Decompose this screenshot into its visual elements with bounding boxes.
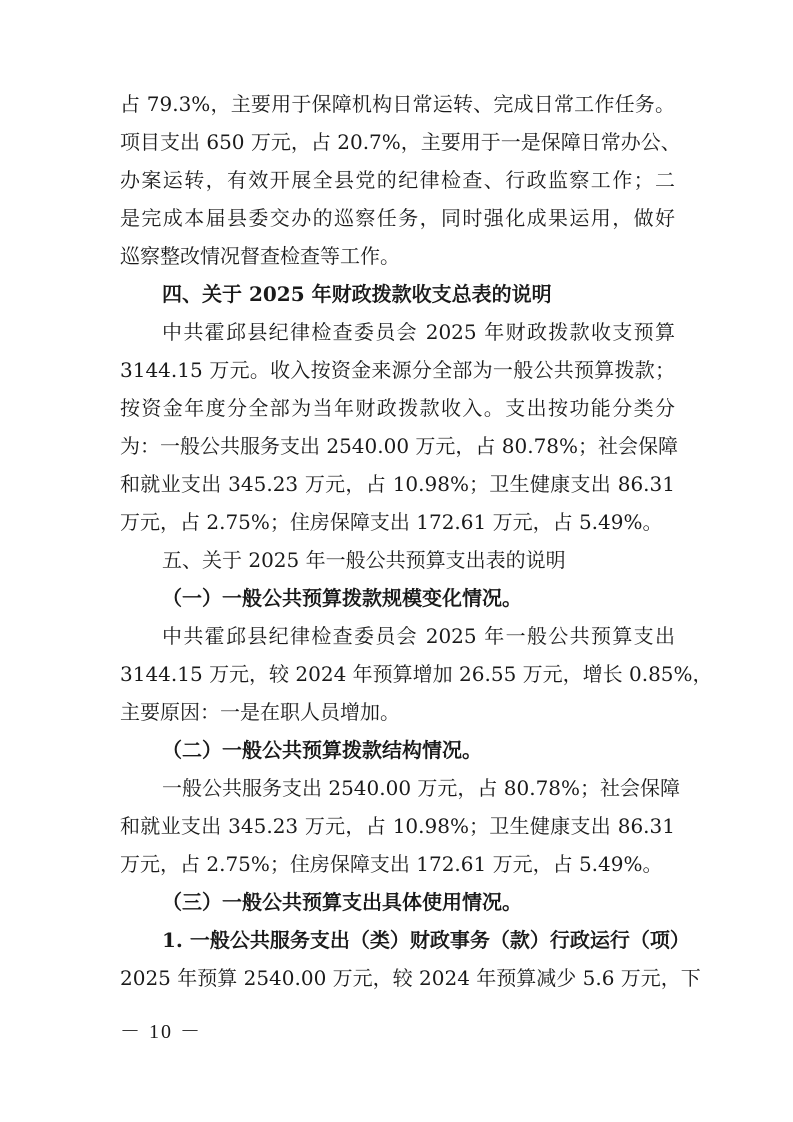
body-line: 中共霍邱县纪律检查委员会 2025 年一般公共预算支出	[162, 624, 675, 648]
page-number: － 10 －	[120, 1021, 202, 1043]
body-line: 项目支出 650 万元，占 20.7%，主要用于一是保障日常办公、	[120, 130, 681, 154]
body-line: 3144.15 万元。收入按资金来源分全部为一般公共预算拨款；	[120, 358, 675, 382]
body-line: 主要原因：一是在职人员增加。	[120, 700, 400, 724]
body-line: 一般公共服务支出 2540.00 万元，占 80.78%；社会保障	[162, 776, 681, 800]
body-line: 万元，占 2.75%；住房保障支出 172.61 万元，占 5.49%。	[120, 852, 663, 876]
body-line: 和就业支出 345.23 万元，占 10.98%；卫生健康支出 86.31	[120, 814, 675, 838]
body-line: 占 79.3%，主要用于保障机构日常运转、完成日常工作任务。	[120, 92, 675, 116]
body-line: 办案运转，有效开展全县党的纪律检查、行政监察工作；二	[120, 168, 675, 192]
body-line: 3144.15 万元，较 2024 年预算增加 26.55 万元，增长 0.85%，	[120, 662, 713, 686]
item-heading-1: 1. 一般公共服务支出（类）财政事务（款）行政运行（项）	[162, 928, 690, 952]
subheading-3: （三）一般公共预算支出具体使用情况。	[162, 890, 522, 914]
body-line: 中共霍邱县纪律检查委员会 2025 年财政拨款收支预算	[162, 320, 675, 344]
section-heading-4: 四、关于 2025 年财政拨款收支总表的说明	[162, 282, 552, 306]
subheading-1: （一）一般公共预算拨款规模变化情况。	[162, 586, 522, 610]
section-heading-5: 五、关于 2025 年一般公共预算支出表的说明	[162, 548, 566, 572]
body-line: 万元，占 2.75%；住房保障支出 172.61 万元，占 5.49%。	[120, 510, 663, 534]
document-body	[120, 85, 713, 997]
subheading-2: （二）一般公共预算拨款结构情况。	[162, 738, 482, 762]
body-line: 为：一般公共服务支出 2540.00 万元，占 80.78%；社会保障	[120, 434, 679, 458]
body-line: 2025 年预算 2540.00 万元，较 2024 年预算减少 5.6 万元，下	[120, 966, 701, 990]
body-line: 按资金年度分全部为当年财政拨款收入。支出按功能分类分	[120, 396, 675, 420]
body-line: 巡察整改情况督查检查等工作。	[120, 244, 400, 268]
body-line: 是完成本届县委交办的巡察任务，同时强化成果运用，做好	[120, 206, 675, 230]
body-line: 和就业支出 345.23 万元，占 10.98%；卫生健康支出 86.31	[120, 472, 675, 496]
